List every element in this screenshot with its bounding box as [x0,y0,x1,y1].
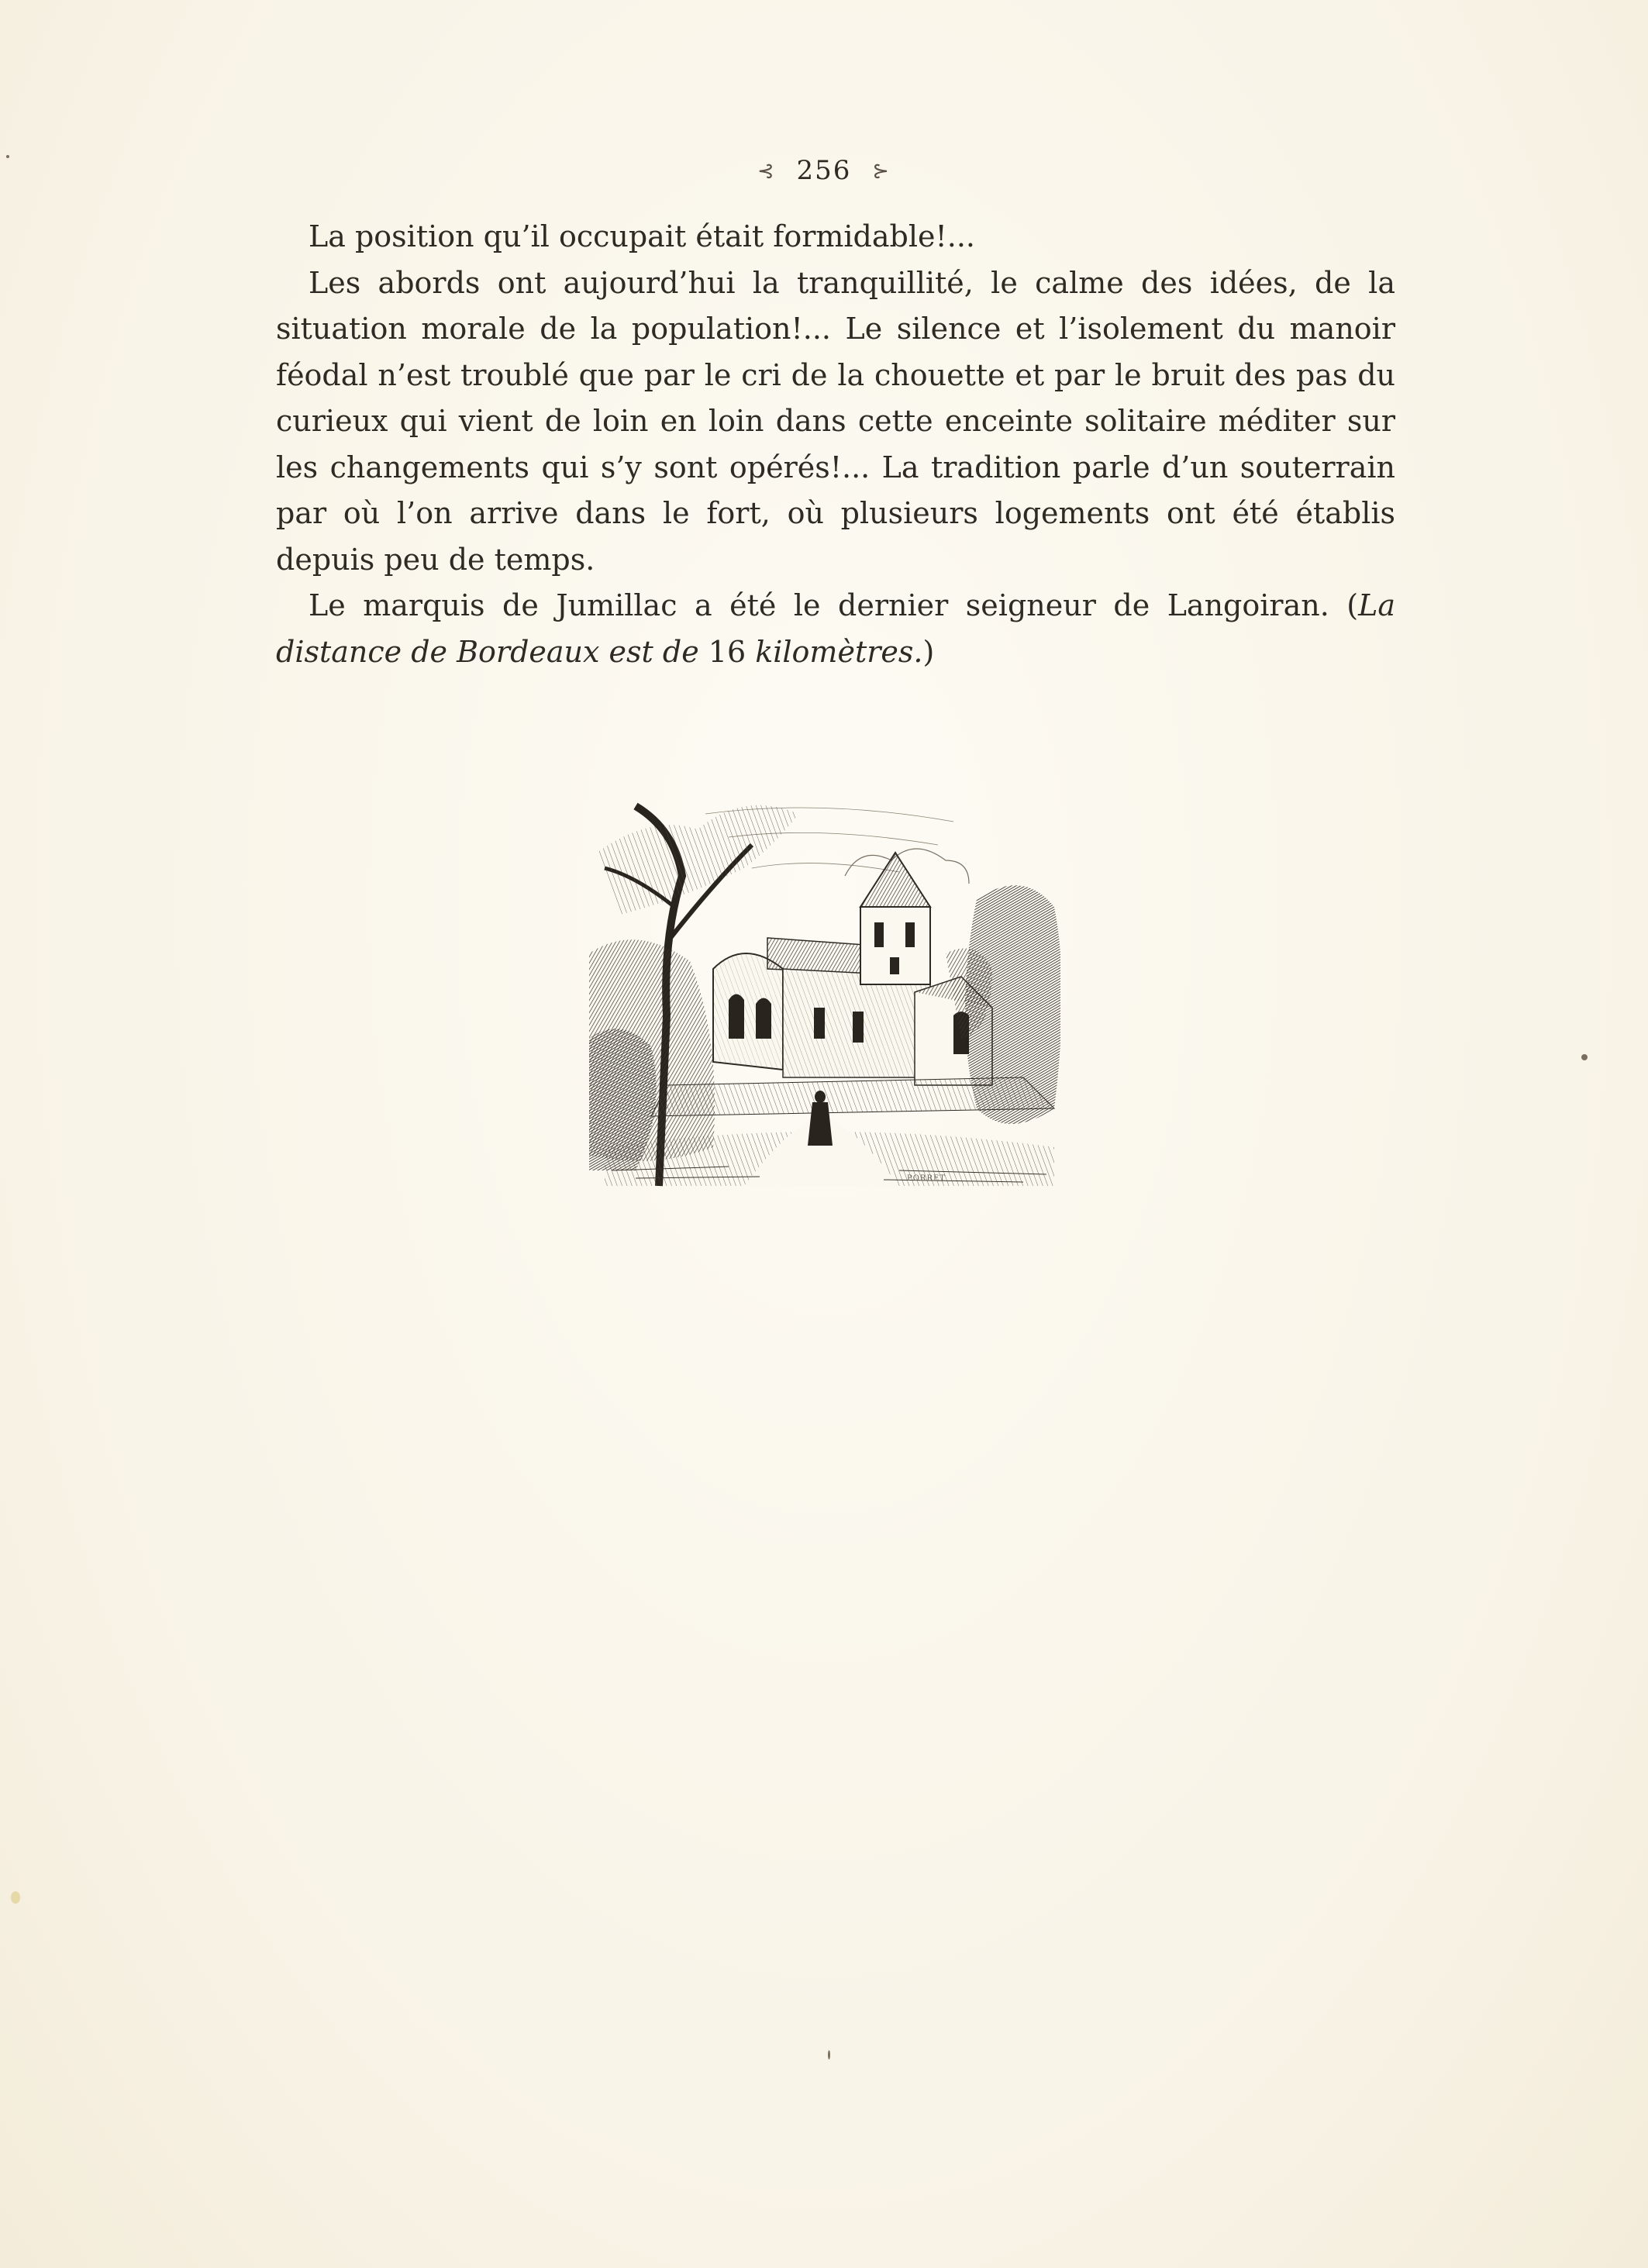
paper-speck [6,155,9,158]
paragraph-3-close: ) [922,634,935,669]
paragraph-2: Les abords ont aujourd’hui la tranquillité, le calme des idées, de la situation morale de la population!... Le silence et l’isolement du manoir féodal n’est troublé que par le cri de la chouette et par le bruit des pas du curieux qui vient de loin en loin dans cette enceinte solitaire méditer sur les changements qui s’y sont opérés!... La tradition parle d’un souterrain par où l’on arrive dans le fort, où plusieurs logements ont été établis depuis peu de temps. [276,265,1395,577]
paragraph-3-italic-b: kilomètres. [755,634,923,669]
page-header [0,155,1648,186]
engraving-credit: PORRET [907,1174,946,1183]
church-engraving [589,783,1060,1190]
page-number: 256 [796,155,852,186]
paragraph-1: La position qu’il occupait était formidable!... [309,219,976,253]
paragraph-3-italic-a: La distance de Bordeaux est de [276,588,1395,669]
body-text [276,214,1395,675]
paper-speck [11,1891,20,1904]
paragraph-3 [276,583,1395,675]
paper-speck [828,2050,830,2059]
paper-speck [1581,1054,1588,1060]
paragraph-3-number: 16 [698,634,756,669]
right-ornament-icon: ⊱ [872,160,891,183]
left-ornament-icon: ⊰ [757,160,776,183]
paragraph-3-text: Le marquis de Jumillac a été le dernier seigneur de Langoiran. ( [309,588,1359,622]
